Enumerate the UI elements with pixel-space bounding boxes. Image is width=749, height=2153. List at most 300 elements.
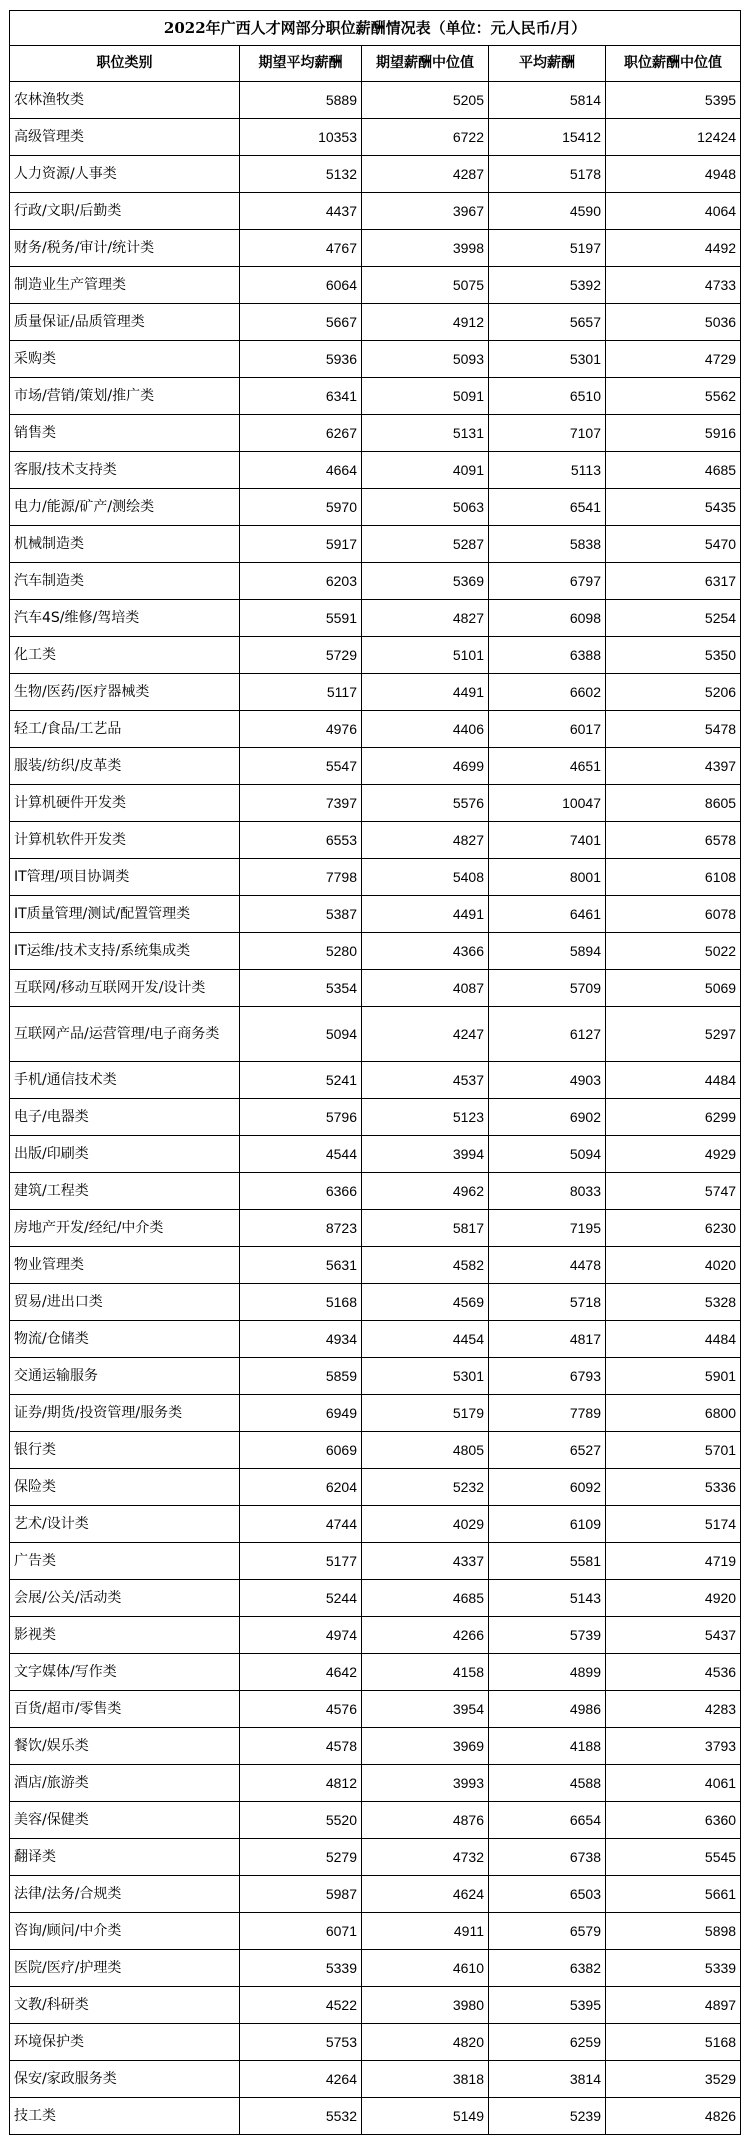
cell-job-category: 影视类	[10, 1617, 240, 1654]
cell-expected-median: 4158	[362, 1654, 489, 1691]
cell-expected-median: 4820	[362, 2024, 489, 2061]
cell-expected-median: 4091	[362, 452, 489, 489]
table-header-row	[10, 46, 741, 82]
cell-job-category: 翻译类	[10, 1839, 240, 1876]
cell-expected-average: 5631	[240, 1247, 362, 1284]
cell-position-median: 5701	[606, 1432, 741, 1469]
cell-expected-median: 4266	[362, 1617, 489, 1654]
cell-job-category: 轻工/食品/工艺品	[10, 711, 240, 748]
table-row	[10, 1654, 741, 1691]
cell-expected-average: 5859	[240, 1358, 362, 1395]
cell-job-category: 农林渔牧类	[10, 82, 240, 119]
cell-job-category: 行政/文职/后勤类	[10, 193, 240, 230]
cell-job-category: 咨询/顾问/中介类	[10, 1913, 240, 1950]
table-row	[10, 1358, 741, 1395]
cell-expected-median: 5123	[362, 1099, 489, 1136]
cell-expected-average: 10353	[240, 119, 362, 156]
cell-position-median: 4484	[606, 1062, 741, 1099]
table-row	[10, 378, 741, 415]
cell-position-median: 5174	[606, 1506, 741, 1543]
cell-expected-average: 5796	[240, 1099, 362, 1136]
cell-expected-average: 8723	[240, 1210, 362, 1247]
table-row	[10, 711, 741, 748]
cell-position-median: 5478	[606, 711, 741, 748]
cell-average: 6259	[489, 2024, 606, 2061]
cell-expected-average: 7397	[240, 785, 362, 822]
cell-position-median: 4064	[606, 193, 741, 230]
cell-position-median: 5022	[606, 933, 741, 970]
cell-expected-median: 3818	[362, 2061, 489, 2098]
cell-average: 7789	[489, 1395, 606, 1432]
cell-average: 5094	[489, 1136, 606, 1173]
cell-expected-average: 5387	[240, 896, 362, 933]
cell-average: 4899	[489, 1654, 606, 1691]
cell-expected-average: 4544	[240, 1136, 362, 1173]
cell-position-median: 4492	[606, 230, 741, 267]
table-title: 2022年广西人才网部分职位薪酬情况表（单位：元人民币/月）	[10, 11, 741, 46]
cell-average: 6092	[489, 1469, 606, 1506]
table-row	[10, 415, 741, 452]
cell-expected-average: 5889	[240, 82, 362, 119]
cell-average: 6503	[489, 1876, 606, 1913]
cell-expected-average: 4812	[240, 1765, 362, 1802]
cell-average: 6461	[489, 896, 606, 933]
cell-average: 5178	[489, 156, 606, 193]
cell-average: 4590	[489, 193, 606, 230]
table-row	[10, 1062, 741, 1099]
cell-expected-median: 5232	[362, 1469, 489, 1506]
cell-average: 6098	[489, 600, 606, 637]
cell-expected-median: 5301	[362, 1358, 489, 1395]
table-row	[10, 1580, 741, 1617]
cell-average: 5395	[489, 1987, 606, 2024]
table-row	[10, 156, 741, 193]
cell-expected-median: 6722	[362, 119, 489, 156]
cell-job-category: 医院/医疗/护理类	[10, 1950, 240, 1987]
cell-job-category: 会展/公关/活动类	[10, 1580, 240, 1617]
cell-expected-median: 5287	[362, 526, 489, 563]
cell-position-median: 5297	[606, 1007, 741, 1062]
cell-job-category: 物流/仓储类	[10, 1321, 240, 1358]
table-row	[10, 1395, 741, 1432]
cell-position-median: 4729	[606, 341, 741, 378]
cell-position-median: 4061	[606, 1765, 741, 1802]
table-row	[10, 822, 741, 859]
cell-position-median: 5168	[606, 2024, 741, 2061]
cell-expected-median: 3994	[362, 1136, 489, 1173]
cell-expected-median: 4962	[362, 1173, 489, 1210]
cell-position-median: 5328	[606, 1284, 741, 1321]
cell-expected-average: 7798	[240, 859, 362, 896]
cell-position-median: 5435	[606, 489, 741, 526]
cell-expected-median: 4624	[362, 1876, 489, 1913]
table-row	[10, 1469, 741, 1506]
cell-average: 4478	[489, 1247, 606, 1284]
cell-expected-average: 5117	[240, 674, 362, 711]
table-row	[10, 1284, 741, 1321]
cell-position-median: 4920	[606, 1580, 741, 1617]
cell-expected-average: 4522	[240, 1987, 362, 2024]
cell-position-median: 6108	[606, 859, 741, 896]
cell-expected-median: 4805	[362, 1432, 489, 1469]
cell-expected-average: 5241	[240, 1062, 362, 1099]
cell-expected-median: 5205	[362, 82, 489, 119]
cell-average: 5197	[489, 230, 606, 267]
cell-expected-average: 5987	[240, 1876, 362, 1913]
cell-expected-average: 4934	[240, 1321, 362, 1358]
cell-job-category: 证券/期货/投资管理/服务类	[10, 1395, 240, 1432]
cell-job-category: 建筑/工程类	[10, 1173, 240, 1210]
cell-average: 4188	[489, 1728, 606, 1765]
table-row	[10, 1987, 741, 2024]
cell-position-median: 4733	[606, 267, 741, 304]
cell-average: 10047	[489, 785, 606, 822]
table-row	[10, 970, 741, 1007]
cell-expected-average: 5547	[240, 748, 362, 785]
salary-table-container	[9, 10, 740, 2135]
cell-expected-median: 4699	[362, 748, 489, 785]
table-row	[10, 896, 741, 933]
cell-expected-median: 5179	[362, 1395, 489, 1432]
cell-job-category: 出版/印刷类	[10, 1136, 240, 1173]
cell-average: 15412	[489, 119, 606, 156]
cell-position-median: 6578	[606, 822, 741, 859]
cell-expected-average: 5244	[240, 1580, 362, 1617]
cell-position-median: 6800	[606, 1395, 741, 1432]
cell-expected-median: 5093	[362, 341, 489, 378]
table-row	[10, 1617, 741, 1654]
cell-position-median: 5036	[606, 304, 741, 341]
cell-expected-median: 3993	[362, 1765, 489, 1802]
cell-average: 6902	[489, 1099, 606, 1136]
cell-job-category: 广告类	[10, 1543, 240, 1580]
cell-expected-median: 4582	[362, 1247, 489, 1284]
cell-position-median: 5395	[606, 82, 741, 119]
cell-average: 6510	[489, 378, 606, 415]
cell-expected-median: 4911	[362, 1913, 489, 1950]
cell-expected-average: 4578	[240, 1728, 362, 1765]
cell-position-median: 6317	[606, 563, 741, 600]
cell-expected-average: 4976	[240, 711, 362, 748]
cell-job-category: 互联网产品/运营管理/电子商务类	[10, 1007, 240, 1062]
cell-average: 6382	[489, 1950, 606, 1987]
cell-expected-median: 3969	[362, 1728, 489, 1765]
cell-job-category: 高级管理类	[10, 119, 240, 156]
header-expected-average: 期望平均薪酬	[240, 46, 362, 82]
cell-job-category: 房地产开发/经纪/中介类	[10, 1210, 240, 1247]
cell-job-category: 计算机软件开发类	[10, 822, 240, 859]
table-row	[10, 341, 741, 378]
cell-position-median: 5470	[606, 526, 741, 563]
cell-position-median: 5747	[606, 1173, 741, 1210]
table-row	[10, 1173, 741, 1210]
table-row	[10, 2061, 741, 2098]
cell-average: 5838	[489, 526, 606, 563]
cell-expected-average: 5177	[240, 1543, 362, 1580]
cell-job-category: 文教/科研类	[10, 1987, 240, 2024]
cell-expected-average: 5279	[240, 1839, 362, 1876]
cell-average: 7107	[489, 415, 606, 452]
table-row	[10, 1876, 741, 1913]
cell-expected-median: 4029	[362, 1506, 489, 1543]
cell-expected-average: 6064	[240, 267, 362, 304]
cell-position-median: 5254	[606, 600, 741, 637]
cell-expected-average: 5591	[240, 600, 362, 637]
header-expected-median: 期望薪酬中位值	[362, 46, 489, 82]
cell-expected-median: 4337	[362, 1543, 489, 1580]
cell-expected-median: 4569	[362, 1284, 489, 1321]
cell-average: 7401	[489, 822, 606, 859]
cell-expected-average: 6267	[240, 415, 362, 452]
cell-position-median: 5069	[606, 970, 741, 1007]
cell-expected-median: 4287	[362, 156, 489, 193]
cell-position-median: 5350	[606, 637, 741, 674]
cell-expected-median: 4876	[362, 1802, 489, 1839]
cell-expected-median: 4912	[362, 304, 489, 341]
table-row	[10, 1321, 741, 1358]
table-body	[10, 82, 741, 2135]
cell-average: 6127	[489, 1007, 606, 1062]
salary-table	[9, 10, 741, 2135]
cell-average: 5239	[489, 2098, 606, 2135]
table-row	[10, 119, 741, 156]
cell-job-category: 客服/技术支持类	[10, 452, 240, 489]
cell-average: 6109	[489, 1506, 606, 1543]
cell-job-category: 贸易/进出口类	[10, 1284, 240, 1321]
table-row	[10, 1839, 741, 1876]
cell-expected-average: 4642	[240, 1654, 362, 1691]
cell-job-category: 酒店/旅游类	[10, 1765, 240, 1802]
cell-average: 7195	[489, 1210, 606, 1247]
cell-expected-average: 5339	[240, 1950, 362, 1987]
cell-position-median: 4826	[606, 2098, 741, 2135]
cell-expected-median: 3954	[362, 1691, 489, 1728]
cell-average: 4903	[489, 1062, 606, 1099]
table-row	[10, 1950, 741, 1987]
cell-position-median: 4897	[606, 1987, 741, 2024]
cell-expected-median: 4537	[362, 1062, 489, 1099]
cell-average: 4651	[489, 748, 606, 785]
cell-expected-average: 6069	[240, 1432, 362, 1469]
cell-average: 5301	[489, 341, 606, 378]
cell-average: 5718	[489, 1284, 606, 1321]
table-row	[10, 193, 741, 230]
cell-expected-median: 4406	[362, 711, 489, 748]
cell-average: 6793	[489, 1358, 606, 1395]
table-row	[10, 452, 741, 489]
cell-expected-median: 5131	[362, 415, 489, 452]
cell-position-median: 4020	[606, 1247, 741, 1284]
cell-job-category: 餐饮/娱乐类	[10, 1728, 240, 1765]
cell-average: 8001	[489, 859, 606, 896]
cell-position-median: 4929	[606, 1136, 741, 1173]
cell-expected-median: 3980	[362, 1987, 489, 2024]
cell-expected-median: 4610	[362, 1950, 489, 1987]
cell-expected-median: 4732	[362, 1839, 489, 1876]
cell-position-median: 3793	[606, 1728, 741, 1765]
table-row	[10, 1210, 741, 1247]
cell-expected-average: 5132	[240, 156, 362, 193]
cell-expected-median: 5408	[362, 859, 489, 896]
cell-expected-average: 4744	[240, 1506, 362, 1543]
cell-average: 5894	[489, 933, 606, 970]
cell-expected-median: 5369	[362, 563, 489, 600]
table-row	[10, 1543, 741, 1580]
table-row	[10, 230, 741, 267]
table-row	[10, 563, 741, 600]
table-row	[10, 1247, 741, 1284]
cell-job-category: 文字媒体/写作类	[10, 1654, 240, 1691]
cell-job-category: IT管理/项目协调类	[10, 859, 240, 896]
cell-average: 3814	[489, 2061, 606, 2098]
cell-expected-median: 4247	[362, 1007, 489, 1062]
cell-average: 5581	[489, 1543, 606, 1580]
cell-average: 6738	[489, 1839, 606, 1876]
cell-average: 5739	[489, 1617, 606, 1654]
cell-average: 5709	[489, 970, 606, 1007]
cell-expected-median: 5075	[362, 267, 489, 304]
cell-position-median: 4484	[606, 1321, 741, 1358]
cell-job-category: 保安/家政服务类	[10, 2061, 240, 2098]
table-row	[10, 1691, 741, 1728]
cell-job-category: 汽车制造类	[10, 563, 240, 600]
cell-position-median: 6078	[606, 896, 741, 933]
cell-expected-average: 5094	[240, 1007, 362, 1062]
cell-job-category: 银行类	[10, 1432, 240, 1469]
cell-job-category: 化工类	[10, 637, 240, 674]
cell-position-median: 4397	[606, 748, 741, 785]
cell-expected-average: 4264	[240, 2061, 362, 2098]
table-row	[10, 82, 741, 119]
cell-expected-median: 4454	[362, 1321, 489, 1358]
table-row	[10, 1432, 741, 1469]
table-row	[10, 1728, 741, 1765]
cell-job-category: 法律/法务/合规类	[10, 1876, 240, 1913]
cell-expected-average: 5520	[240, 1802, 362, 1839]
table-title-row	[10, 11, 741, 46]
table-row	[10, 1007, 741, 1062]
cell-job-category: 环境保护类	[10, 2024, 240, 2061]
table-row	[10, 489, 741, 526]
cell-position-median: 5562	[606, 378, 741, 415]
cell-average: 6579	[489, 1913, 606, 1950]
cell-job-category: 美容/保健类	[10, 1802, 240, 1839]
cell-average: 6602	[489, 674, 606, 711]
cell-expected-average: 4974	[240, 1617, 362, 1654]
cell-expected-average: 6341	[240, 378, 362, 415]
cell-job-category: 物业管理类	[10, 1247, 240, 1284]
cell-job-category: 电力/能源/矿产/测绘类	[10, 489, 240, 526]
cell-job-category: 生物/医药/医疗器械类	[10, 674, 240, 711]
cell-expected-median: 5149	[362, 2098, 489, 2135]
cell-position-median: 5898	[606, 1913, 741, 1950]
cell-expected-average: 5729	[240, 637, 362, 674]
cell-expected-average: 5532	[240, 2098, 362, 2135]
cell-average: 5392	[489, 267, 606, 304]
cell-job-category: 手机/通信技术类	[10, 1062, 240, 1099]
cell-job-category: 互联网/移动互联网开发/设计类	[10, 970, 240, 1007]
cell-position-median: 4536	[606, 1654, 741, 1691]
cell-position-median: 5206	[606, 674, 741, 711]
cell-position-median: 5437	[606, 1617, 741, 1654]
cell-job-category: 技工类	[10, 2098, 240, 2135]
cell-average: 6388	[489, 637, 606, 674]
cell-position-median: 6299	[606, 1099, 741, 1136]
cell-average: 6541	[489, 489, 606, 526]
table-row	[10, 785, 741, 822]
cell-job-category: 百货/超市/零售类	[10, 1691, 240, 1728]
cell-average: 5113	[489, 452, 606, 489]
table-row	[10, 526, 741, 563]
cell-expected-average: 4664	[240, 452, 362, 489]
cell-expected-median: 5576	[362, 785, 489, 822]
cell-position-median: 5336	[606, 1469, 741, 1506]
cell-position-median: 4685	[606, 452, 741, 489]
cell-expected-average: 5970	[240, 489, 362, 526]
cell-job-category: 艺术/设计类	[10, 1506, 240, 1543]
cell-expected-average: 5753	[240, 2024, 362, 2061]
cell-expected-average: 5168	[240, 1284, 362, 1321]
cell-job-category: 汽车4S/维修/驾培类	[10, 600, 240, 637]
cell-average: 4817	[489, 1321, 606, 1358]
cell-expected-median: 4366	[362, 933, 489, 970]
cell-average: 6017	[489, 711, 606, 748]
cell-job-category: 交通运输服务	[10, 1358, 240, 1395]
cell-expected-median: 4491	[362, 674, 489, 711]
cell-position-median: 5545	[606, 1839, 741, 1876]
table-row	[10, 1802, 741, 1839]
cell-expected-median: 4827	[362, 600, 489, 637]
cell-job-category: IT运维/技术支持/系统集成类	[10, 933, 240, 970]
cell-job-category: 电子/电器类	[10, 1099, 240, 1136]
table-row	[10, 267, 741, 304]
table-row	[10, 1506, 741, 1543]
cell-average: 6654	[489, 1802, 606, 1839]
cell-average: 4986	[489, 1691, 606, 1728]
table-row	[10, 2098, 741, 2135]
table-row	[10, 933, 741, 970]
cell-expected-average: 5917	[240, 526, 362, 563]
cell-position-median: 8605	[606, 785, 741, 822]
cell-expected-median: 3998	[362, 230, 489, 267]
cell-job-category: 计算机硬件开发类	[10, 785, 240, 822]
cell-job-category: 财务/税务/审计/统计类	[10, 230, 240, 267]
cell-job-category: 人力资源/人事类	[10, 156, 240, 193]
cell-expected-average: 6366	[240, 1173, 362, 1210]
cell-job-category: 市场/营销/策划/推广类	[10, 378, 240, 415]
cell-position-median: 6360	[606, 1802, 741, 1839]
cell-expected-median: 5063	[362, 489, 489, 526]
cell-expected-median: 5091	[362, 378, 489, 415]
cell-expected-average: 6949	[240, 1395, 362, 1432]
cell-average: 4588	[489, 1765, 606, 1802]
cell-position-median: 6230	[606, 1210, 741, 1247]
cell-job-category: 制造业生产管理类	[10, 267, 240, 304]
cell-expected-median: 4685	[362, 1580, 489, 1617]
cell-expected-median: 4087	[362, 970, 489, 1007]
cell-average: 6527	[489, 1432, 606, 1469]
cell-expected-median: 3967	[362, 193, 489, 230]
table-row	[10, 2024, 741, 2061]
cell-expected-average: 5280	[240, 933, 362, 970]
cell-position-median: 3529	[606, 2061, 741, 2098]
cell-expected-average: 6204	[240, 1469, 362, 1506]
cell-expected-median: 5101	[362, 637, 489, 674]
cell-position-median: 4719	[606, 1543, 741, 1580]
table-row	[10, 1913, 741, 1950]
table-row	[10, 1099, 741, 1136]
cell-expected-median: 5817	[362, 1210, 489, 1247]
